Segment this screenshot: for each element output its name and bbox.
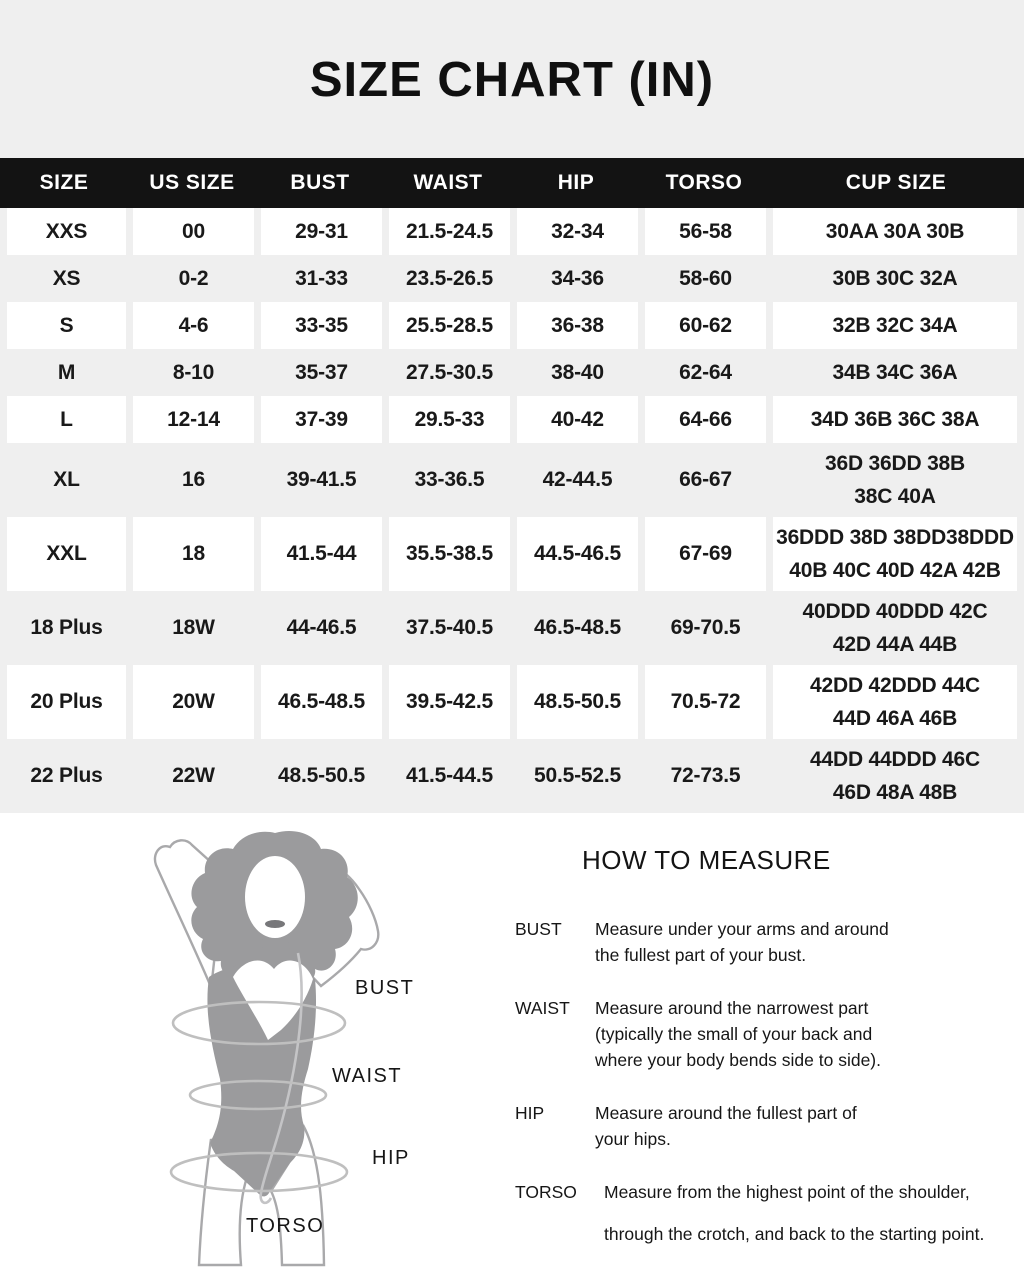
column-header: BUST	[290, 171, 350, 194]
measure-term: WAIST	[515, 998, 570, 1018]
cell-cup: 36DDD 38D 38DD38DDD 40B 40C 40D 42A 42B	[773, 517, 1017, 591]
cell-cup: 36D 36DD 38B 38C 40A	[773, 443, 1017, 517]
cell-us: 20W	[133, 665, 254, 739]
cell-us: 00	[133, 208, 254, 255]
table-row	[7, 739, 1017, 813]
cell-cup: 34D 36B 36C 38A	[773, 396, 1017, 443]
measure-definition: Measure around the fullest part of your hips.	[595, 1103, 857, 1149]
cell-cup: 42DD 42DDD 44C 44D 46A 46B	[773, 665, 1017, 739]
measure-term: HIP	[515, 1103, 545, 1123]
cell-waist: 23.5-26.5	[389, 255, 510, 302]
table-row	[7, 208, 1017, 255]
cell-bust: 39-41.5	[261, 443, 382, 517]
size-table-header-row	[0, 158, 1024, 208]
table-row	[7, 591, 1017, 665]
cell-torso: 62-64	[645, 349, 766, 396]
cell-waist: 41.5-44.5	[389, 739, 510, 813]
cell-bust: 41.5-44	[261, 517, 382, 591]
table-row	[7, 302, 1017, 349]
measure-list	[512, 916, 1017, 1247]
cell-size: S	[7, 302, 126, 349]
cell-us: 0-2	[133, 255, 254, 302]
cell-size: 18 Plus	[7, 591, 126, 665]
size-table-section	[0, 158, 1024, 813]
measure-definition: Measure from the highest point of the shoulder, through the crotch, and back to the starting point.	[604, 1182, 985, 1244]
cell-waist: 35.5-38.5	[389, 517, 510, 591]
cell-hip: 46.5-48.5	[517, 591, 638, 665]
figure-label-bust: BUST	[355, 977, 415, 999]
cell-waist: 25.5-28.5	[389, 302, 510, 349]
cell-bust: 48.5-50.5	[261, 739, 382, 813]
cell-hip: 42-44.5	[517, 443, 638, 517]
column-header: WAIST	[413, 171, 483, 194]
measure-term: TORSO	[515, 1182, 577, 1202]
cell-size: L	[7, 396, 126, 443]
cell-waist: 27.5-30.5	[389, 349, 510, 396]
cell-size: XL	[7, 443, 126, 517]
cell-waist: 37.5-40.5	[389, 591, 510, 665]
cell-us: 16	[133, 443, 254, 517]
table-row	[7, 349, 1017, 396]
figure-label-hip: HIP	[372, 1147, 410, 1169]
page-title: SIZE CHART (IN)	[309, 53, 715, 107]
how-to-measure-heading: HOW TO MEASURE	[582, 845, 831, 875]
measure-term: BUST	[515, 919, 562, 939]
column-header: US SIZE	[149, 171, 235, 194]
cell-us: 22W	[133, 739, 254, 813]
figure-label-torso: TORSO	[246, 1215, 325, 1237]
cell-cup: 40DDD 40DDD 42C 42D 44A 44B	[773, 591, 1017, 665]
measurement-figure-illustration	[112, 827, 414, 1269]
table-row	[7, 443, 1017, 517]
cell-waist: 39.5-42.5	[389, 665, 510, 739]
cell-cup: 30B 30C 32A	[773, 255, 1017, 302]
cell-us: 4-6	[133, 302, 254, 349]
cell-bust: 44-46.5	[261, 591, 382, 665]
cell-torso: 69-70.5	[645, 591, 766, 665]
lips	[265, 920, 285, 928]
cell-torso: 60-62	[645, 302, 766, 349]
cell-us: 18	[133, 517, 254, 591]
cell-cup: 44DD 44DDD 46C 46D 48A 48B	[773, 739, 1017, 813]
measure-instructions	[512, 831, 1017, 1247]
cell-cup: 34B 34C 36A	[773, 349, 1017, 396]
table-row	[7, 255, 1017, 302]
cell-size: XS	[7, 255, 126, 302]
cell-us: 12-14	[133, 396, 254, 443]
cell-hip: 44.5-46.5	[517, 517, 638, 591]
table-row	[7, 517, 1017, 591]
measure-definition: Measure under your arms and around the fullest part of your bust.	[595, 919, 889, 965]
column-header: SIZE	[39, 171, 89, 194]
cell-hip: 34-36	[517, 255, 638, 302]
cell-us: 18W	[133, 591, 254, 665]
cell-size: M	[7, 349, 126, 396]
page-header	[0, 0, 1024, 158]
cell-hip: 36-38	[517, 302, 638, 349]
cell-size: 22 Plus	[7, 739, 126, 813]
cell-us: 8-10	[133, 349, 254, 396]
cell-torso: 56-58	[645, 208, 766, 255]
cell-torso: 66-67	[645, 443, 766, 517]
cell-waist: 33-36.5	[389, 443, 510, 517]
cell-torso: 58-60	[645, 255, 766, 302]
cell-size: 20 Plus	[7, 665, 126, 739]
cell-torso: 70.5-72	[645, 665, 766, 739]
cell-bust: 31-33	[261, 255, 382, 302]
table-row	[7, 665, 1017, 739]
cell-hip: 38-40	[517, 349, 638, 396]
cell-torso: 64-66	[645, 396, 766, 443]
how-to-measure-section	[0, 813, 1024, 1278]
cell-bust: 46.5-48.5	[261, 665, 382, 739]
cell-torso: 67-69	[645, 517, 766, 591]
cell-size: XXL	[7, 517, 126, 591]
figure-label-waist: WAIST	[332, 1065, 403, 1087]
size-table	[0, 208, 1024, 813]
cell-waist: 21.5-24.5	[389, 208, 510, 255]
measure-definition: Measure around the narrowest part (typically the small of your back and where your body bends side to side).	[595, 998, 881, 1070]
cell-hip: 50.5-52.5	[517, 739, 638, 813]
cell-waist: 29.5-33	[389, 396, 510, 443]
table-row	[7, 396, 1017, 443]
cell-bust: 29-31	[261, 208, 382, 255]
column-header: CUP SIZE	[845, 171, 947, 194]
cell-hip: 32-34	[517, 208, 638, 255]
cell-cup: 32B 32C 34A	[773, 302, 1017, 349]
column-header: HIP	[557, 171, 595, 194]
cell-size: XXS	[7, 208, 126, 255]
cell-bust: 33-35	[261, 302, 382, 349]
column-header: TORSO	[665, 171, 743, 194]
cell-hip: 40-42	[517, 396, 638, 443]
cell-hip: 48.5-50.5	[517, 665, 638, 739]
cell-bust: 37-39	[261, 396, 382, 443]
cell-bust: 35-37	[261, 349, 382, 396]
cell-cup: 30AA 30A 30B	[773, 208, 1017, 255]
cell-torso: 72-73.5	[645, 739, 766, 813]
